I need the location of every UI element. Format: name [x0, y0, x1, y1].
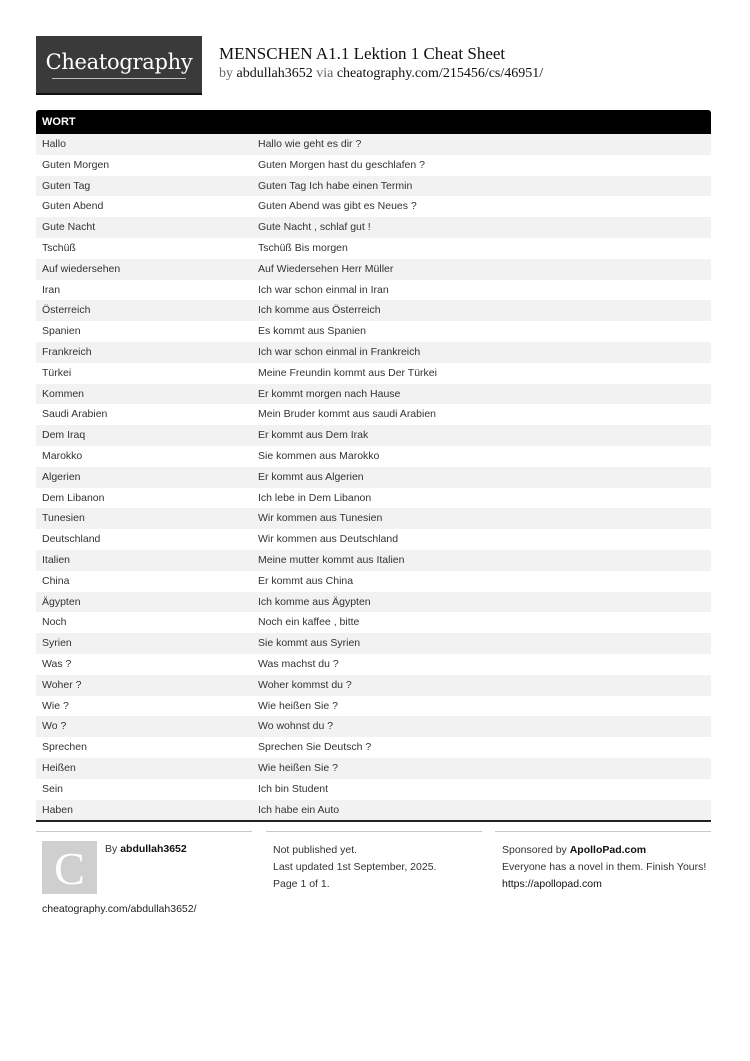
logo-underline [52, 78, 186, 79]
table-row [36, 217, 711, 238]
example-cell: Gute Nacht , schlaf gut ! [258, 221, 371, 234]
table-row [36, 363, 711, 384]
word-cell: Woher ? [42, 678, 82, 691]
word-cell: Iran [42, 283, 61, 296]
word-cell: Haben [42, 803, 73, 816]
word-cell: Wie ? [42, 699, 69, 712]
page-header [36, 36, 716, 94]
table-row [36, 300, 711, 321]
table-row [36, 633, 711, 654]
logo-text: Cheatography [45, 50, 193, 74]
table-row [36, 529, 711, 550]
table-row [36, 280, 711, 301]
byline-by: by [219, 66, 233, 81]
word-cell: Gute Nacht [42, 221, 96, 234]
word-cell: Guten Abend [42, 200, 104, 213]
table-row [36, 342, 711, 363]
word-cell: Kommen [42, 387, 85, 400]
table-row [36, 488, 711, 509]
example-cell: Guten Tag Ich habe einen Termin [258, 179, 413, 192]
word-cell: Ägypten [42, 595, 81, 608]
table-row [36, 425, 711, 446]
table-row [36, 238, 711, 259]
sponsor-tagline: Everyone has a novel in them. Finish Yours! [502, 861, 707, 873]
table-row [36, 716, 711, 737]
example-cell: Ich komme aus Österreich [258, 304, 381, 317]
table-row [36, 779, 711, 800]
example-cell: Sie kommt aus Syrien [258, 637, 361, 650]
word-cell: China [42, 574, 70, 587]
sponsor-link[interactable]: ApolloPad.com [569, 844, 647, 856]
title-block [219, 44, 543, 83]
word-cell: Heißen [42, 761, 76, 774]
example-cell: Hallo wie geht es dir ? [258, 138, 362, 150]
example-cell: Ich bin Student [258, 782, 329, 795]
word-cell: Wo ? [42, 720, 67, 733]
table-bottom-rule [36, 820, 711, 822]
table-heading: WORT [36, 110, 711, 134]
word-cell: Guten Morgen [42, 158, 110, 171]
table-row [36, 550, 711, 571]
word-cell: Auf wiedersehen [42, 262, 121, 275]
table-row [36, 592, 711, 613]
sponsor-prefix: Sponsored by [502, 844, 567, 856]
word-cell: Sein [42, 782, 64, 795]
example-cell: Es kommt aus Spanien [258, 325, 366, 338]
word-cell: Guten Tag [42, 179, 91, 192]
byline [219, 65, 543, 83]
last-updated: Last updated 1st September, 2025. [273, 861, 437, 873]
example-cell: Noch ein kaffee , bitte [258, 616, 360, 629]
example-cell: Ich komme aus Ägypten [258, 595, 371, 608]
table-row [36, 675, 711, 696]
table-row [36, 384, 711, 405]
word-cell: Italien [42, 553, 71, 566]
word-cell: Tunesien [42, 512, 85, 525]
example-cell: Er kommt morgen nach Hause [258, 387, 401, 400]
example-cell: Wo wohnst du ? [258, 720, 334, 733]
example-cell: Guten Abend was gibt es Neues ? [258, 200, 417, 213]
word-cell: Hallo [42, 138, 66, 150]
table-row [36, 176, 711, 197]
word-cell: Österreich [42, 304, 91, 317]
table-row [36, 404, 711, 425]
table-row [36, 134, 711, 155]
example-cell: Er kommt aus China [258, 574, 354, 587]
example-cell: Sie kommen aus Marokko [258, 449, 380, 462]
table-body [36, 134, 711, 820]
example-cell: Woher kommst du ? [258, 678, 352, 691]
table-row [36, 321, 711, 342]
example-cell: Er kommt aus Algerien [258, 470, 364, 483]
example-cell: Wir kommen aus Tunesien [258, 512, 383, 525]
table-row [36, 654, 711, 675]
table-row [36, 758, 711, 779]
word-cell: Was ? [42, 657, 72, 670]
word-cell: Dem Iraq [42, 429, 86, 442]
vocab-table [36, 110, 711, 822]
word-cell: Noch [42, 616, 67, 629]
table-row [36, 259, 711, 280]
example-cell: Auf Wiedersehen Herr Müller [258, 262, 394, 275]
example-cell: Sprechen Sie Deutsch ? [258, 741, 372, 754]
avatar [42, 841, 97, 894]
footer-by-prefix: By [105, 843, 118, 855]
footer-byline [105, 843, 187, 855]
table-row [36, 155, 711, 176]
publish-status: Not published yet. [273, 844, 358, 856]
page-footer [36, 831, 712, 921]
example-cell: Er kommt aus Dem Irak [258, 429, 369, 442]
sponsor-line [495, 842, 711, 859]
example-cell: Meine Freundin kommt aus Der Türkei [258, 366, 437, 379]
example-cell: Wir kommen aus Deutschland [258, 533, 399, 546]
example-cell: Meine mutter kommt aus Italien [258, 553, 405, 566]
word-cell: Algerien [42, 470, 81, 483]
sheet-title: MENSCHEN A1.1 Lektion 1 Cheat Sheet [219, 44, 506, 63]
word-cell: Frankreich [42, 345, 92, 358]
example-cell: Ich war schon einmal in Frankreich [258, 345, 421, 358]
example-cell: Ich habe ein Auto [258, 803, 340, 816]
page-count: Page 1 of 1. [273, 878, 330, 890]
word-cell: Syrien [42, 637, 72, 650]
profile-url-link[interactable]: cheatography.com/abdullah3652/ [42, 903, 197, 915]
example-cell: Was machst du ? [258, 657, 339, 670]
example-cell: Mein Bruder kommt aus saudi Arabien [258, 408, 437, 421]
avatar-letter: C [54, 843, 85, 894]
example-cell: Wie heißen Sie ? [258, 699, 338, 712]
table-row [36, 508, 711, 529]
word-cell: Tschüß [42, 241, 76, 254]
word-cell: Türkei [42, 366, 72, 379]
footer-author-link[interactable]: abdullah3652 [120, 843, 187, 855]
word-cell: Sprechen [42, 741, 87, 754]
sponsor-url-link[interactable]: https://apollopad.com [502, 878, 602, 890]
word-cell: Marokko [42, 449, 83, 462]
example-cell: Ich lebe in Dem Libanon [258, 491, 372, 504]
table-row [36, 446, 711, 467]
word-cell: Deutschland [42, 533, 101, 546]
sheet-url-link[interactable]: cheatography.com/215456/cs/46951/ [336, 66, 544, 81]
table-row [36, 612, 711, 633]
byline-via: via [316, 66, 334, 81]
table-row [36, 800, 711, 821]
table-row [36, 196, 711, 217]
table-row [36, 571, 711, 592]
footer-status-column [266, 831, 482, 893]
footer-sponsor-column [495, 831, 711, 893]
example-cell: Wie heißen Sie ? [258, 761, 338, 774]
word-cell: Saudi Arabien [42, 408, 108, 421]
word-cell: Dem Libanon [42, 491, 105, 504]
example-cell: Guten Morgen hast du geschlafen ? [258, 158, 425, 171]
author-link[interactable]: abdullah3652 [236, 66, 313, 81]
example-cell: Ich war schon einmal in Iran [258, 283, 389, 296]
cheatography-logo[interactable] [36, 36, 202, 95]
footer-author-column [36, 831, 252, 915]
example-cell: Tschüß Bis morgen [258, 241, 348, 254]
word-cell: Spanien [42, 325, 81, 338]
table-row [36, 467, 711, 488]
table-row [36, 737, 711, 758]
table-row [36, 696, 711, 717]
